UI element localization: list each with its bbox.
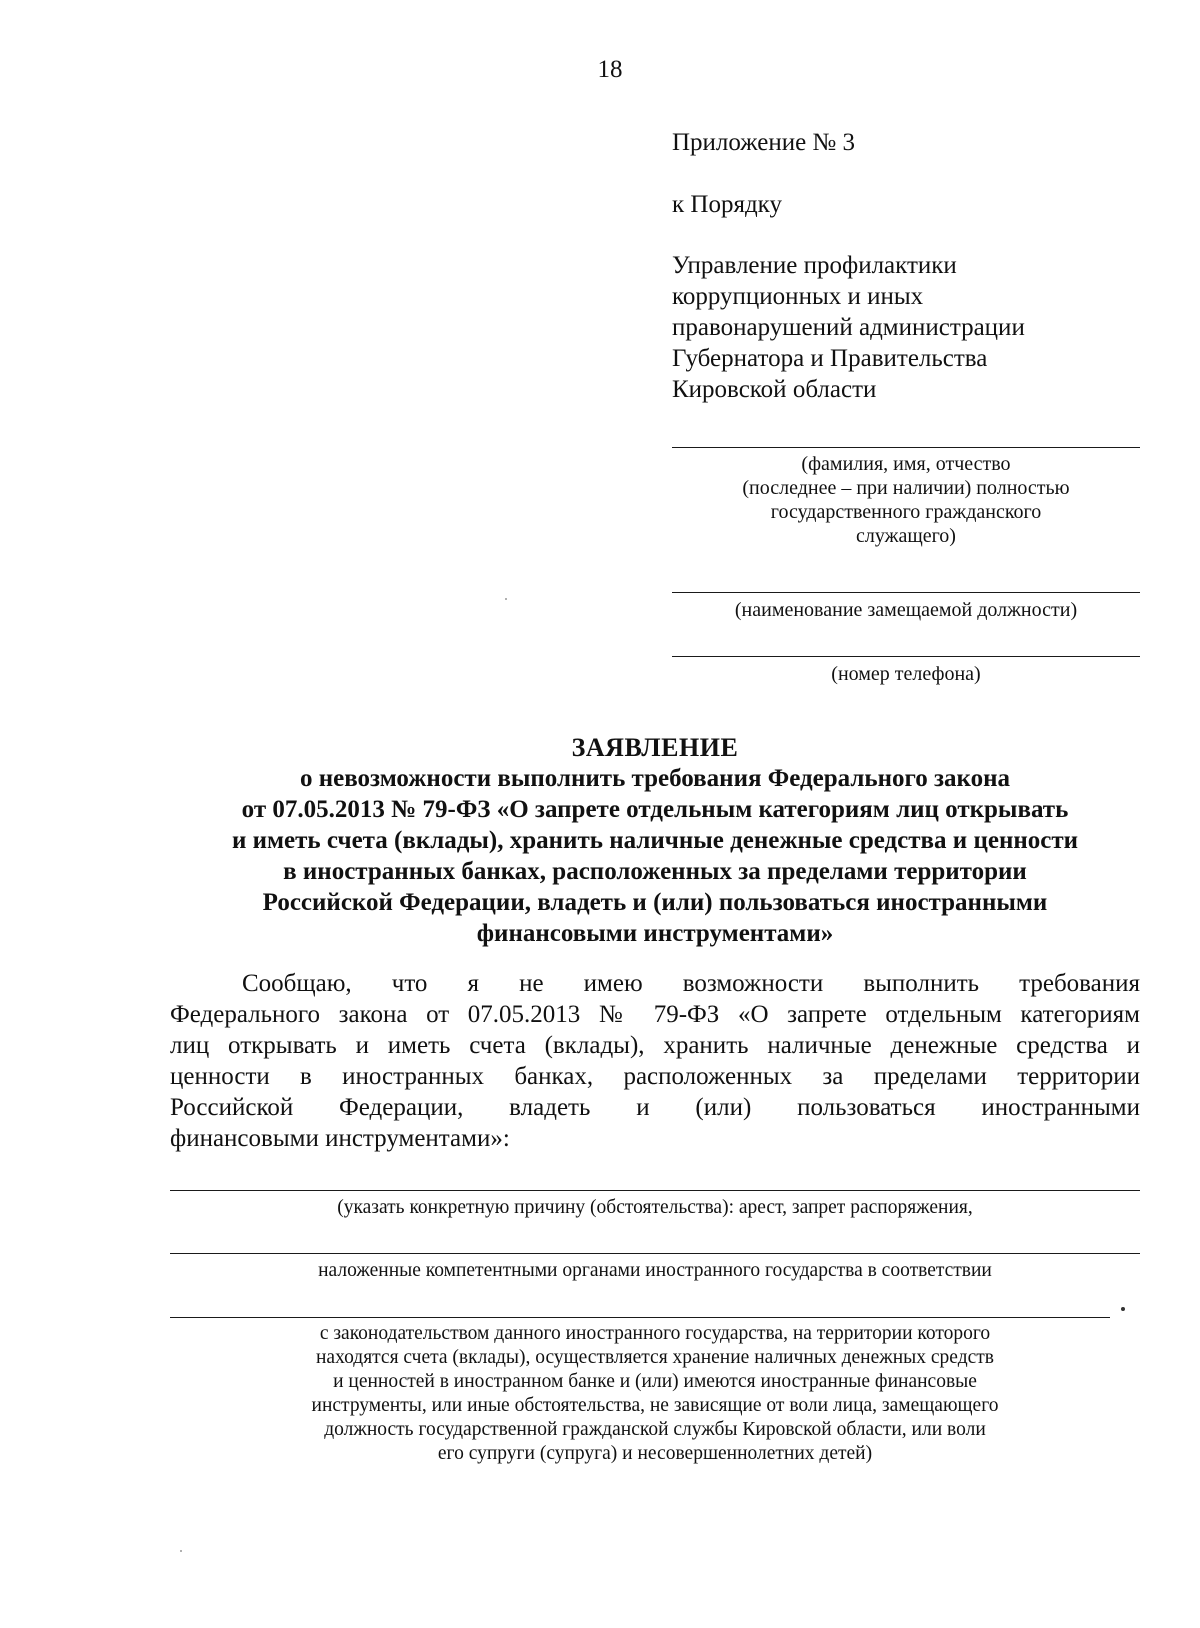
caption-line: с законодательством данного иностранного государства, на территории которого (319, 1323, 991, 1344)
department-line: коррупционных и иных (672, 283, 924, 310)
reason-caption-1: (указать конкретную причину (обстоятельства): арест, запрет распоряжения, (337, 1197, 973, 1218)
caption-line: инструменты, или иные обстоятельства, не зависящие от воли лица, замещающего (311, 1395, 999, 1416)
position-line (672, 592, 1140, 593)
appendix-label: Приложение № 3 (672, 129, 856, 156)
caption-line: и ценностей в иностранном банке и (или) имеются иностранные финансовые (333, 1371, 977, 1392)
body-line: лиц открывать и иметь счета (вклады), хранить наличные денежные средства и (170, 1032, 1140, 1059)
page-number: 18 (597, 56, 623, 83)
subtitle-line: финансовыми инструментами» (476, 920, 834, 947)
statement-subtitle (170, 763, 1140, 949)
department-line: Кировской области (672, 376, 877, 403)
subtitle-line: о невозможности выполнить требования Федерального закона (299, 765, 1011, 792)
subtitle-line: в иностранных банках, расположенных за пределами территории (283, 858, 1027, 885)
phone-line (672, 656, 1140, 657)
subtitle-line: от 07.05.2013 № 79-ФЗ «О запрете отдельным категориям лиц открывать (241, 796, 1069, 823)
body-line: Федерального закона от 07.05.2013 № 79-ФЗ «О запрете отдельным категориям (170, 1001, 1140, 1028)
caption-line: должность государственной гражданской службы Кировской области, или воли (324, 1419, 986, 1440)
full-name-caption (672, 452, 1140, 548)
reason-line-2 (170, 1253, 1140, 1254)
body-line: ценности в иностранных банках, расположенных за пределами территории (170, 1063, 1140, 1090)
dot-mark (1121, 1307, 1125, 1311)
caption-line: находятся счета (вклады), осуществляется хранение наличных денежных средств (315, 1347, 994, 1368)
caption-line: государственного гражданского (770, 501, 1042, 523)
body-line: Российской Федерации, владеть и (или) пользоваться иностранными (170, 1094, 1140, 1121)
scan-speck (505, 598, 507, 600)
scan-speck (180, 1550, 182, 1552)
full-name-line (672, 447, 1140, 448)
reason-caption-3 (170, 1322, 1140, 1466)
reason-line-1 (170, 1190, 1140, 1191)
subtitle-line: Российской Федерации, владеть и (или) пользоваться иностранными (262, 889, 1048, 916)
subtitle-line: и иметь счета (вклады), хранить наличные денежные средства и ценности (231, 827, 1079, 854)
addressee-department (672, 250, 1152, 405)
department-line: правонарушений администрации (672, 314, 1025, 341)
department-line: Губернатора и Правительства (672, 345, 988, 372)
phone-caption: (номер телефона) (831, 663, 981, 685)
caption-line: его супруги (супруга) и несовершеннолетних детей) (437, 1443, 873, 1464)
to-order-label: к Порядку (672, 191, 782, 218)
position-caption: (наименование замещаемой должности) (734, 599, 1078, 621)
caption-line: (фамилия, имя, отчество (801, 453, 1011, 475)
caption-line: служащего) (856, 525, 956, 547)
reason-line-3 (170, 1317, 1110, 1318)
reason-caption-2: наложенные компетентными органами иностранного государства в соответствии (318, 1260, 992, 1281)
body-line: Сообщаю, что я не имею возможности выполнить требования (242, 970, 1140, 997)
statement-body (170, 968, 1140, 1154)
body-line: финансовыми инструментами»: (170, 1125, 510, 1152)
department-line: Управление профилактики (672, 252, 957, 279)
caption-line: (последнее – при наличии) полностью (742, 477, 1070, 499)
statement-title: ЗАЯВЛЕНИЕ (571, 733, 739, 762)
